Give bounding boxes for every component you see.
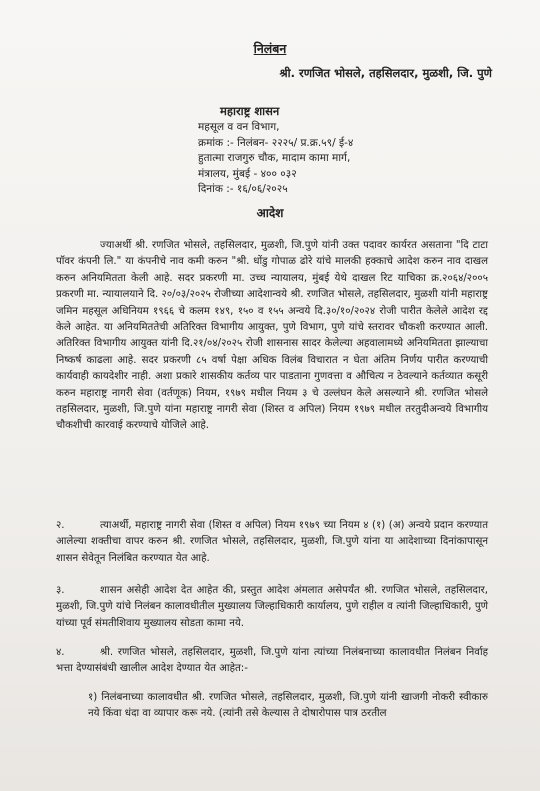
paragraph-4 <box>56 645 488 678</box>
paragraph-number: २. <box>56 520 65 531</box>
paragraph-text: शासन असेही आदेश देत आहेत की, प्रस्तुत आदेश अंमलात असेपर्यंत श्री. रणजित भोसले, तहसिलदार, मुळशी, जि.पुणे यांचे निलंबन कालावधीतील मुख्यालय जिल्हाधिकारी कार्यालय, पुणे राहील व त्यांनी जिल्हाधिकारी, पुणे यांच्या पूर्व संमतीशिवाय मुख्यालय सोडता कामा नये. <box>56 585 488 629</box>
department-line: महसूल व वन विभाग, <box>198 121 280 133</box>
clause-text: १) निलंबनाच्या कालावधीत श्री. रणजित भोसले, तहसिलदार, मुळशी, जि.पुणे यांनी खाजगी नोकरी स्वीकारु नये किंवा धंदा वा व्यापार करू नये. (त्यांनी तसे केल्यास ते दोषारोपास पात्र ठरतील <box>88 692 488 720</box>
paragraph-3 <box>56 583 488 632</box>
paragraph-2 <box>56 518 488 567</box>
government-name: महाराष्ट्र शासन <box>220 104 280 118</box>
street-address: हुतात्मा राजगुरु चौक, मादाम कामा मार्ग, <box>198 152 351 164</box>
reference-number: क्रमांक :- निलंबन- २२२५/ प्र.क्र.५९/ ई-४ <box>198 136 354 149</box>
order-heading: आदेश <box>256 206 284 220</box>
paragraph-number: ३. <box>56 585 65 596</box>
paragraph-text: श्री. रणजित भोसले, तहसिलदार, मुळशी, जि.पुणे यांना त्यांच्या निलंबनाच्या कालावधीत निलंबन निर्वाह भत्ता देण्यासंबंधी खालील आदेश देण्यात येत आहेत:- <box>56 647 488 675</box>
paragraph-text: ज्याअर्थी श्री. रणजित भोसले, तहसिलदार, मुळशी, जि.पुणे यांनी उक्त पदावर कार्यरत असताना "दि टाटा पॉवर कंपनी लि." या कंपनीचे नाव कमी करुन "श्री. धोंडु गोपाळ ढोरे यांचे मालकी हक्काचे आदेश करुन नाव दाखल करुन अनियमितता केली आहे. सदर प्रकरणी मा. उच्च न्यायालय, मुंबई येथे दाखल रिट याचिका क्र.२०६४/२००५ प्रकरणी मा. न्यायालयाने दि. २०/०३/२०२५ रोजीच्या आदेशान्वये श्री. रणजित भोसले, तहसिलदार, मुळशी यांनी महाराष्ट्र जमिन महसूल अधिनियम १९६६ चे कलम १४९, १५० व १५५ अन्वये दि.३०/१०/२०२४ रोजी पारीत केलेले आदेश रद्द केले आहेत. या अनियमिततेची अतिरिक्त विभागीय आयुक्त, पुणे विभाग, पुणे यांचे स्तरावर चौकशी करण्यात आली. अतिरिक्त विभागीय आयुक्त यांनी दि.२१/०४/२०२५ रोजी शासनास सादर केलेल्या अहवालामध्ये अनियमितता झाल्याचा निष्कर्ष काढला आहे. सदर प्रकरणी ८५ वर्षा पेक्षा अधिक विलंब विचारात न घेता अंतिम निर्णय पारीत करण्याची कार्यवाही कायदेशीर नाही. अशा प्रकारे शासकीय कर्तव्य पार पाडताना गुणवत्ता व औचित्य न ठेवल्याने कर्तव्यात कसूरी करुन महाराष्ट्र नागरी सेवा (वर्तणूक) नियम, १९७९ मधील नियम ३ चे उल्लंघन केले असल्याने श्री. रणजित भोसले तहसिलदार, मुळशी, जि.पुणे यांना महाराष्ट्र नागरी सेवा (शिस्त व अपिल) नियम १९७९ मधील तरतुदीअन्वये विभागीय चौकशीची कारवाई करण्याचे योजिले आहे. <box>56 240 488 432</box>
order-date: दिनांक :- १६/०६/२०२५ <box>198 183 288 195</box>
address-block <box>198 120 353 198</box>
paragraph-number: ४. <box>56 647 65 658</box>
paragraph-4-clause-1 <box>56 690 488 723</box>
paragraph-text: त्याअर्थी, महाराष्ट्र नागरी सेवा (शिस्त व अपिल) नियम १९७९ च्या नियम ४ (१) (अ) अन्वये प्रदान करण्यात आलेल्या शक्तीचा वापर करुन श्री. रणजित भोसले, तहसिलदार, मुळशी, जि.पुणे यांना या आदेशाच्या दिनांकापासून शासन सेवेतून निलंबित करण्यात येत आहे. <box>56 520 488 564</box>
city-address: मंत्रालय, मुंबई - ४०० ०३२ <box>198 167 297 180</box>
paragraph-1 <box>56 238 488 435</box>
document-title: निलंबन <box>253 41 287 56</box>
subject-line: श्री. रणजित भोसले, तहसिलदार, मुळशी, जि. पुणे <box>279 66 492 80</box>
